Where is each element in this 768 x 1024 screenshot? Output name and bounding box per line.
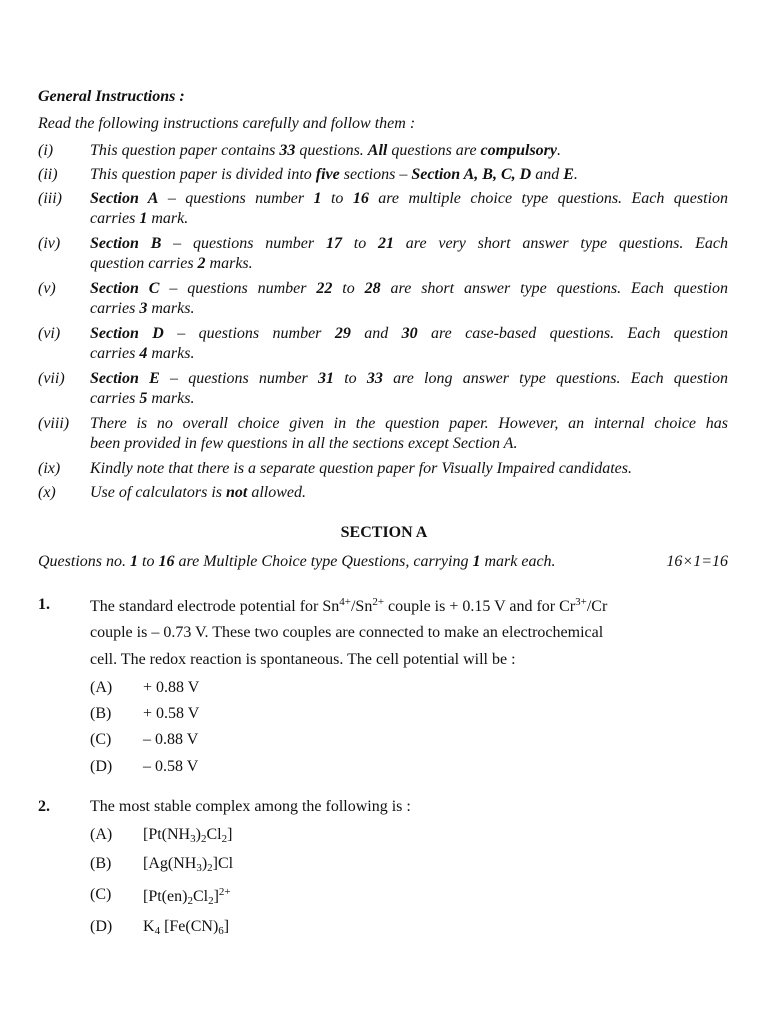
instruction-number: (iv) [38, 235, 61, 252]
option-label: (C) [90, 731, 112, 748]
general-instructions-intro: Read the following instructions carefully and follow them : [38, 115, 416, 132]
question-text: cell. The redox reaction is spontaneous. The cell potential will be : [90, 651, 516, 668]
option-label: (B) [90, 855, 112, 872]
option-label: (A) [90, 679, 113, 696]
instruction-text: Section C – questions number 22 to 28 are short answer type questions. Each question carries 3 marks. [90, 280, 729, 317]
option-value: $[Pt(NH_3)_2Cl_2]$ [143, 826, 233, 845]
section-note: Questions no. 1 to 16 are Multiple Choice type Questions, carrying 1 mark each. [38, 553, 556, 570]
option-value: + 0.58 V [143, 705, 200, 722]
option-value: $K_4$ $[Fe(CN)_6]$ [143, 918, 230, 937]
section-title: SECTION A [340, 524, 428, 541]
question-text: couple is – 0.73 V. These two couples are connected to make an electrochemical [90, 624, 604, 641]
instruction-number: (i) [38, 142, 54, 159]
instruction-number: (vi) [38, 325, 61, 342]
instruction-text: This question paper is divided into five sections – Section A, B, C, D and E. [90, 166, 578, 183]
instruction-text: Section E – questions number 31 to 33 are long answer type questions. Each question carries 5 marks. [90, 370, 728, 407]
instruction-number: (ix) [38, 460, 61, 477]
option-value: – 0.88 V [143, 731, 199, 748]
option-label: (D) [90, 758, 113, 775]
instruction-text: Section A – questions number 1 to 16 are multiple choice type questions. Each question carries 1 mark. [90, 190, 729, 227]
instruction-number: (vii) [38, 370, 65, 387]
option-value: – 0.58 V [143, 758, 199, 775]
general-instructions-title: General Instructions : [38, 88, 185, 105]
instruction-number: (iii) [38, 190, 62, 207]
option-value: + 0.88 V [143, 679, 200, 696]
option-value: $[Ag(NH_3)_2]Cl$ [143, 855, 234, 874]
option-label: (A) [90, 826, 113, 843]
section-marks: 16×1=16 [666, 553, 728, 570]
question-text: The most stable complex among the following is : [90, 798, 411, 815]
option-label: (B) [90, 705, 112, 722]
option-label: (D) [90, 918, 113, 935]
instruction-text: There is no overall choice given in the question paper. However, an internal choice has been provided in few questions in all the sections except Section A. [90, 415, 728, 452]
instruction-number: (v) [38, 280, 56, 297]
instruction-number: (viii) [38, 415, 70, 432]
option-label: (C) [90, 886, 112, 903]
instruction-number: (x) [38, 484, 56, 501]
instruction-text: This question paper contains 33 questions. All questions are compulsory. [90, 142, 561, 159]
instruction-text: Section B – questions number 17 to 21 are very short answer type questions. Each question carries 2 marks. [90, 235, 729, 272]
instruction-text: Kindly note that there is a separate question paper for Visually Impaired candidates. [90, 460, 633, 477]
question-text: The standard electrode potential for $Sn^{4+}/Sn^{2+}$ couple is + 0.15 V and for $Cr^{3+}/Cr$ [90, 596, 608, 615]
question-number: 1. [38, 596, 50, 613]
instruction-text: Use of calculators is not allowed. [90, 484, 307, 501]
instruction-text: Section D – questions number 29 and 30 are case-based questions. Each question carries 4 marks. [90, 325, 729, 362]
question-number: 2. [38, 798, 50, 815]
instruction-number: (ii) [38, 166, 58, 183]
option-value: $[Pt(en)_2Cl_2]^{2+}$ [143, 886, 231, 907]
